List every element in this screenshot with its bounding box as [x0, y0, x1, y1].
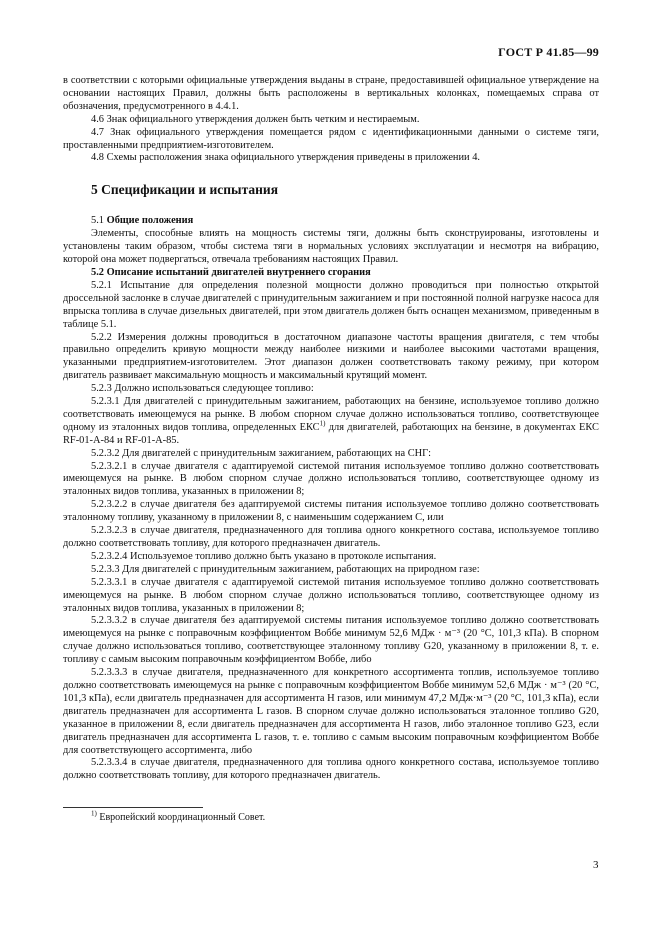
paragraph-4-6: 4.6 Знак официального утверждения должен быть четким и нестираемым.	[91, 113, 420, 125]
footnote-divider	[63, 807, 203, 808]
page-number: 3	[593, 859, 599, 871]
paragraph-4-5-continued: в соответствии с которыми официальные утверждения выданы в стране, предоставившей официальное утверждение на основании настоящих Правил, должны быть расположены в вертикальных колонках, помещаемых справа от обозначения, предусмотренного в 4.4.1.	[63, 75, 599, 112]
paragraph-5-2-3-3: 5.2.3.3 Для двигателей с принудительным зажиганием, работающих на природном газе:	[91, 563, 480, 575]
footnote-mark: 1)	[91, 809, 97, 818]
footnote	[91, 809, 266, 823]
document-body	[63, 75, 599, 783]
subsection-number: 5.1	[91, 215, 104, 227]
subsection-title: Общие положения	[106, 215, 194, 227]
subsection-5-1-heading	[63, 215, 599, 228]
paragraph-5-2-3-3-4: 5.2.3.3.4 в случае двигателя, предназначенного для топлива одного конкретного состава, используемое топливо должно соответствовать топливу, для которого предназначен двигатель.	[63, 757, 599, 782]
paragraph-5-2-3-2: 5.2.3.2 Для двигателей с принудительным зажиганием, работающих на СНГ:	[91, 447, 432, 459]
paragraph-5-2-3-2-2: 5.2.3.2.2 в случае двигателя без адаптируемой системы питания используемое топливо должно соответствовать эталонному топливу, указанному в приложении 8, с наименьшим содержанием C, или	[63, 499, 599, 524]
paragraph-5-2-1: 5.2.1 Испытание для определения полезной мощности должно проводиться при полностью открытой дроссельной заслонке в случае двигателей с принудительным зажиганием и при постоянной полной нагрузке насоса для впрыска топлива в случае дизельных двигателей, при этом двигатель должен быть оснащен механизмом, приведенным в таблице 5.1.	[63, 279, 600, 330]
paragraph-5-2-3-1	[63, 396, 599, 448]
section-title: 5 Спецификации и испытания	[91, 182, 279, 198]
subsection-5-2-heading	[63, 267, 599, 280]
paragraph-5-2-3-2-1: 5.2.3.2.1 в случае двигателя с адаптируемой системой питания используемое топливо должно соответствовать имеющемуся на рынке. В любом спорном случае должно использоваться топливо, соответствующее одному из эталонных видов топлива, указанных в приложении 8;	[63, 460, 599, 498]
paragraph-5-2-2: 5.2.2 Измерения должны проводиться в достаточном диапазоне частоты вращения двигателя, с тем чтобы правильно определить кривую мощности между наиболее низкими и наиболее высокими частотами вращения, указанными предприятием-изготовителем. Этот диапазон должен соответствовать такому режиму, при котором двигатель развивает максимальную мощность и максимальный крутящий момент.	[63, 331, 599, 382]
standard-code-header: ГОСТ Р 41.85—99	[498, 45, 599, 59]
paragraph-4-7: 4.7 Знак официального утверждения помещается рядом с идентификационными данными о системе тяги, проставленными предприятием-изготовителем.	[63, 126, 599, 151]
footnote-text: Европейский координационный Совет.	[99, 812, 266, 823]
paragraph-5-2-3-2-4: 5.2.3.2.4 Используемое топливо должно быть указано в протоколе испытания.	[91, 550, 437, 562]
footnote-reference: 1)	[319, 419, 326, 428]
paragraph-4-8: 4.8 Схемы расположения знака официального утверждения приведены в приложении 4.	[91, 152, 481, 164]
paragraph-text: для двигателей, работающих на бензине, в документах ЕКС RF-01-A-84 и RF-01-A-85.	[63, 421, 599, 446]
subsection-title: 5.2 Описание испытаний двигателей внутреннего сгорания	[91, 266, 371, 278]
paragraph-5-2-3: 5.2.3 Должно использоваться следующее топливо:	[91, 383, 314, 395]
paragraph-text: 5.2.3.1 Для двигателей с принудительным зажиганием, работающих на бензине, используемое топливо должно соответствовать имеющемуся на рынке. В любом спорном случае должно использоваться топливо, соответствующее одному из эталонных видов топлива, определенных ЕКС	[63, 396, 599, 433]
paragraph-5-2-3-3-1: 5.2.3.3.1 в случае двигателя с адаптируемой системой питания используемое топливо должно соответствовать имеющемуся на рынке. В любом спорном случае должно использоваться топливо, соответствующее одному из эталонных видов топлива, указанных в приложении 8;	[63, 576, 599, 614]
paragraph-5-1: Элементы, способные влиять на мощность системы тяги, должны быть сконструированы, изготовлены и установлены таким образом, чтобы система тяги в нормальных условиях эксплуатации и несмотря на вибрацию, которой она может подвергаться, отвечала требованиям настоящих Правил.	[63, 228, 599, 266]
paragraph-5-2-3-3-2: 5.2.3.3.2 в случае двигателя без адаптируемой системы питания используемое топливо должно соответствовать имеющемуся на рынке с поправочным коэффициентом Воббе минимум 52,6 МДж · м⁻³ (20 °С, 101,3 кПа). В спорном случае должно использоваться топливо, соответствующее эталонному топливу G20, указанному в приложении 8, т. е. топливу с самым высоким поправочным коэффициентом Воббе, либо	[63, 615, 599, 666]
paragraph-5-2-3-3-3: 5.2.3.3.3 в случае двигателя, предназначенного для конкретного ассортимента топлив, используемое топливо должно соответствовать имеющемуся на рынке с поправочным коэффициентом Воббе минимум 52,6 МДж · м⁻³ (20 °С, 101,3 кПа), если двигатель предназначен для ассортимента Н газов, или минимум 47,2 МДж·м⁻³ (20 °С, 101,3 кПа), если двигатель предназначен для ассортимента L газов. В спорном случае должно использоваться эталонное топливо G20, указанное в приложении 8, если двигатель предназначен для ассортимента Н газов, либо эталонное топливо G23, если двигатель предназначен для ассортимента L газов, т. е. топливо с самым высоким поправочным коэффициентом Воббе для соответствующего ассортимента, либо	[63, 667, 599, 756]
paragraph-5-2-3-2-3: 5.2.3.2.3 в случае двигателя, предназначенного для топлива одного конкретного состава, используемое топливо должно соответствовать топливу, для которого предназначен двигатель.	[63, 525, 599, 549]
